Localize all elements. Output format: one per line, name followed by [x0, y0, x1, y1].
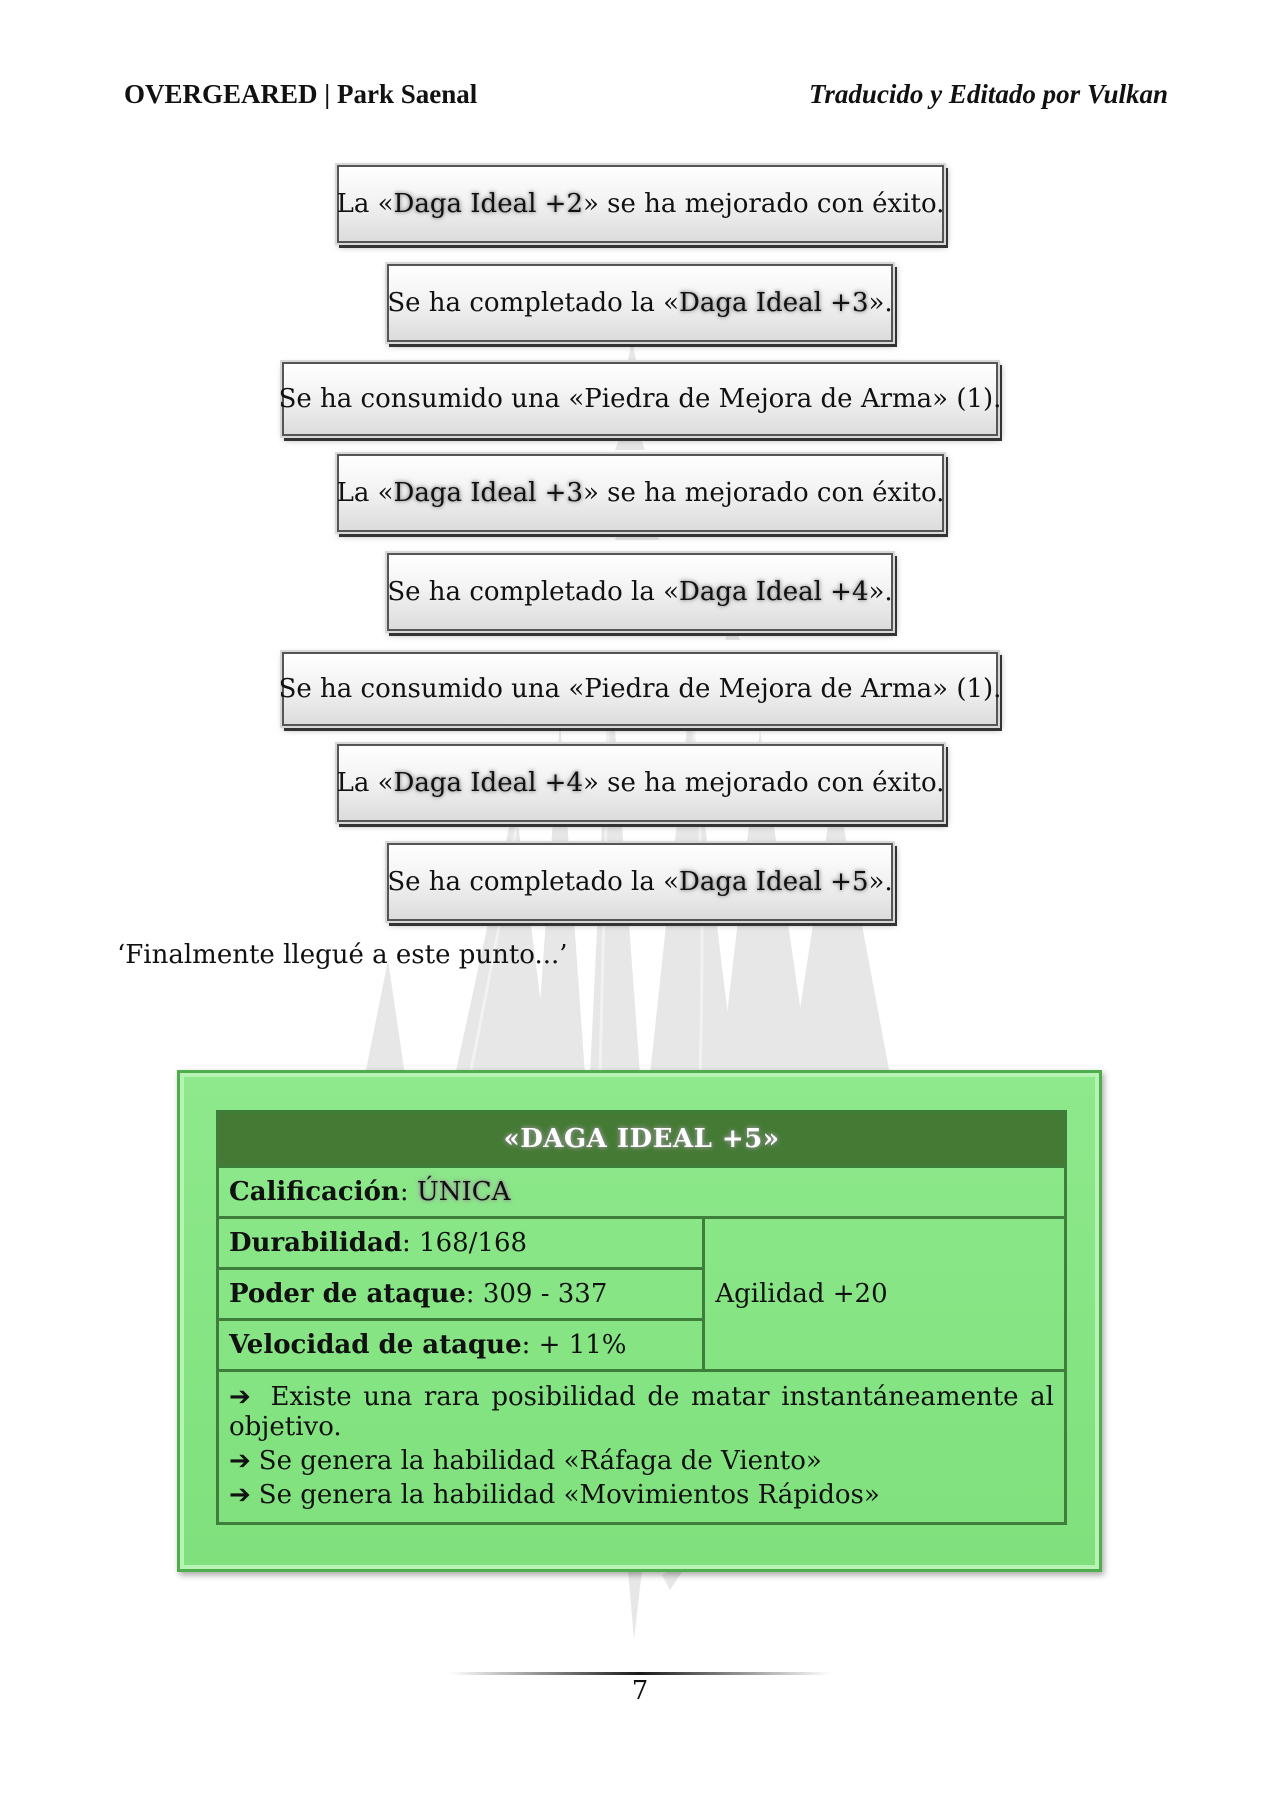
effect-line-2: ➔ Se genera la habilidad «Ráfaga de Viento» — [229, 1446, 822, 1476]
system-message-3: Se ha consumido una «Piedra de Mejora de Arma» (1). — [282, 362, 998, 436]
attack-value: 309 - 337 — [482, 1279, 608, 1309]
item-durability-row: Durabilidad: 168/168 — [218, 1218, 704, 1269]
system-message-4: La « Daga Ideal +3 » se ha mejorado con éxito. — [337, 454, 944, 532]
effect-line-1: ➔ Existe una rara posibilidad de matar instantáneamente al — [229, 1382, 1054, 1412]
bonus-value: Agilidad +20 — [715, 1279, 888, 1309]
header-translator-credit: Traducido y Editado por Vulkan — [808, 78, 1168, 109]
system-message-6: Se ha consumido una «Piedra de Mejora de Arma» (1). — [282, 652, 998, 726]
footer-divider — [450, 1672, 830, 1675]
item-bonus-cell — [704, 1218, 1066, 1371]
item-attack-row: Poder de ataque: 309 - 337 — [218, 1269, 704, 1320]
item-info-card — [177, 1070, 1102, 1572]
arrow-right-icon: ➔ — [229, 1382, 251, 1412]
effect-line-3: ➔ Se genera la habilidad «Movimientos Rápidos» — [229, 1480, 880, 1510]
item-speed-row: Velocidad de ataque: + 11% — [218, 1320, 704, 1371]
durability-value: 168/168 — [419, 1228, 528, 1258]
header-book-title: OVERGEARED | Park Saenal — [124, 78, 478, 109]
rating-value: ÚNICA — [416, 1177, 511, 1207]
system-message-8: Se ha completado la « Daga Ideal +5 ». — [387, 843, 893, 921]
narration-text: ‘Finalmente llegué a este punto...’ — [117, 940, 568, 970]
page-number: 7 — [631, 1676, 649, 1706]
system-message-1: La « Daga Ideal +2 » se ha mejorado con éxito. — [337, 165, 944, 243]
system-message-5: Se ha completado la « Daga Ideal +4 ». — [387, 553, 893, 631]
item-title: «DAGA IDEAL +5» — [218, 1112, 1066, 1167]
system-message-7: La « Daga Ideal +4 » se ha mejorado con éxito. — [337, 744, 944, 822]
item-stats-table — [216, 1110, 1067, 1525]
durability-label: Durabilidad — [229, 1228, 403, 1258]
attack-label: Poder de ataque — [229, 1279, 466, 1309]
effect-line-1-continued: objetivo. — [229, 1412, 342, 1442]
arrow-right-icon: ➔ — [229, 1446, 251, 1476]
arrow-right-icon: ➔ — [229, 1480, 251, 1510]
speed-value: + 11% — [538, 1330, 627, 1360]
item-effects-cell — [218, 1371, 1066, 1524]
speed-label: Velocidad de ataque — [229, 1330, 522, 1360]
page-header — [124, 74, 1168, 114]
rating-label: Calificación — [229, 1177, 400, 1207]
system-message-2: Se ha completado la « Daga Ideal +3 ». — [387, 264, 893, 342]
item-rating-row: Calificación: ÚNICA — [218, 1167, 1066, 1218]
